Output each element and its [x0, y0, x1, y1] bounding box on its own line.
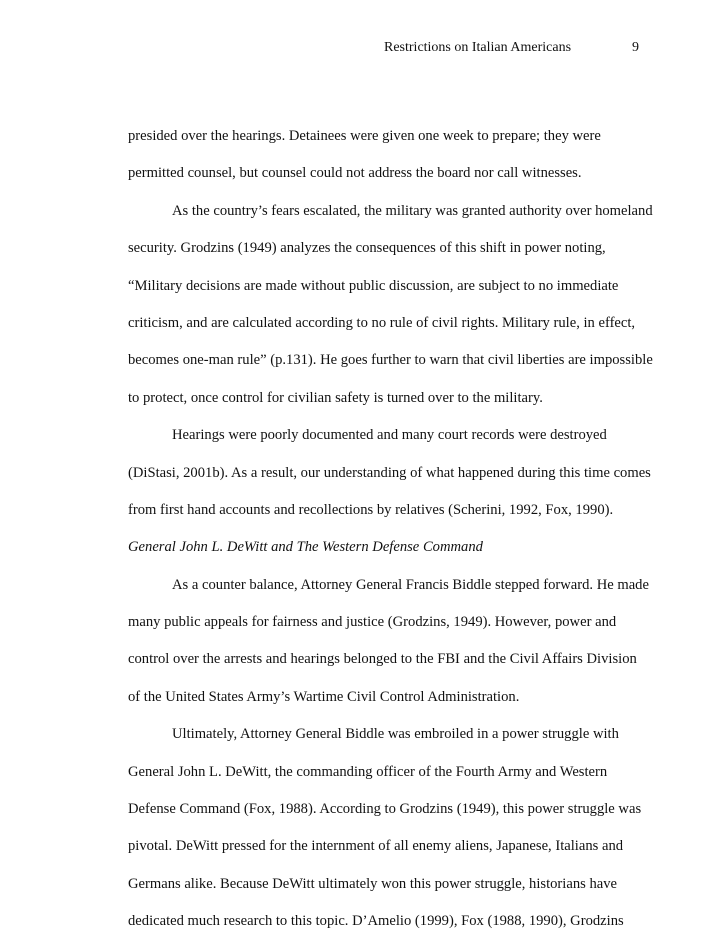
text-line: pivotal. DeWitt pressed for the internment of all enemy aliens, Japanese, Italians and	[128, 838, 624, 855]
text-line: permitted counsel, but counsel could not address the board nor call witnesses.	[128, 165, 582, 182]
text-line: to protect, once control for civilian safety is turned over to the military.	[128, 389, 543, 406]
text-line: security. Grodzins (1949) analyzes the consequences of this shift in power noting,	[128, 240, 606, 257]
paragraph-first-line: As a counter balance, Attorney General Francis Biddle stepped forward. He made	[172, 576, 649, 593]
page-header	[0, 38, 728, 60]
text-line: becomes one-man rule” (p.131). He goes further to warn that civil liberties are impossible	[128, 352, 653, 369]
paragraph-first-line: Hearings were poorly documented and many court records were destroyed	[172, 427, 607, 444]
text-line: “Military decisions are made without public discussion, are subject to no immediate	[128, 277, 619, 294]
text-line: many public appeals for fairness and justice (Grodzins, 1949). However, power and	[128, 614, 617, 631]
text-line: criticism, and are calculated according to no rule of civil rights. Military rule, in effect,	[128, 314, 636, 331]
text-line: of the United States Army’s Wartime Civil Control Administration.	[128, 688, 520, 705]
text-line: dedicated much research to this topic. D’Amelio (1999), Fox (1988, 1990), Grodzins	[128, 913, 624, 930]
text-line: Defense Command (Fox, 1988). According to Grodzins (1949), this power struggle was	[128, 801, 642, 818]
page-number: 9	[632, 40, 639, 55]
body-text	[128, 118, 653, 941]
paragraph-first-line: Ultimately, Attorney General Biddle was embroiled in a power struggle with	[172, 726, 619, 743]
section-heading: General John L. DeWitt and The Western Defense Command	[128, 539, 483, 556]
text-line: (DiStasi, 2001b). As a result, our understanding of what happened during this time comes	[128, 464, 651, 481]
text-line: General John L. DeWitt, the commanding officer of the Fourth Army and Western	[128, 763, 608, 780]
running-head: Restrictions on Italian Americans	[384, 40, 572, 55]
text-line: Germans alike. Because DeWitt ultimately won this power struggle, historians have	[128, 875, 617, 892]
text-line: presided over the hearings. Detainees were given one week to prepare; they were	[128, 128, 601, 144]
paragraph-first-line: As the country’s fears escalated, the military was granted authority over homeland	[172, 202, 653, 219]
text-line: control over the arrests and hearings belonged to the FBI and the Civil Affairs Division	[128, 651, 637, 668]
text-line: from first hand accounts and recollections by relatives (Scherini, 1992, Fox, 1990).	[128, 501, 614, 518]
